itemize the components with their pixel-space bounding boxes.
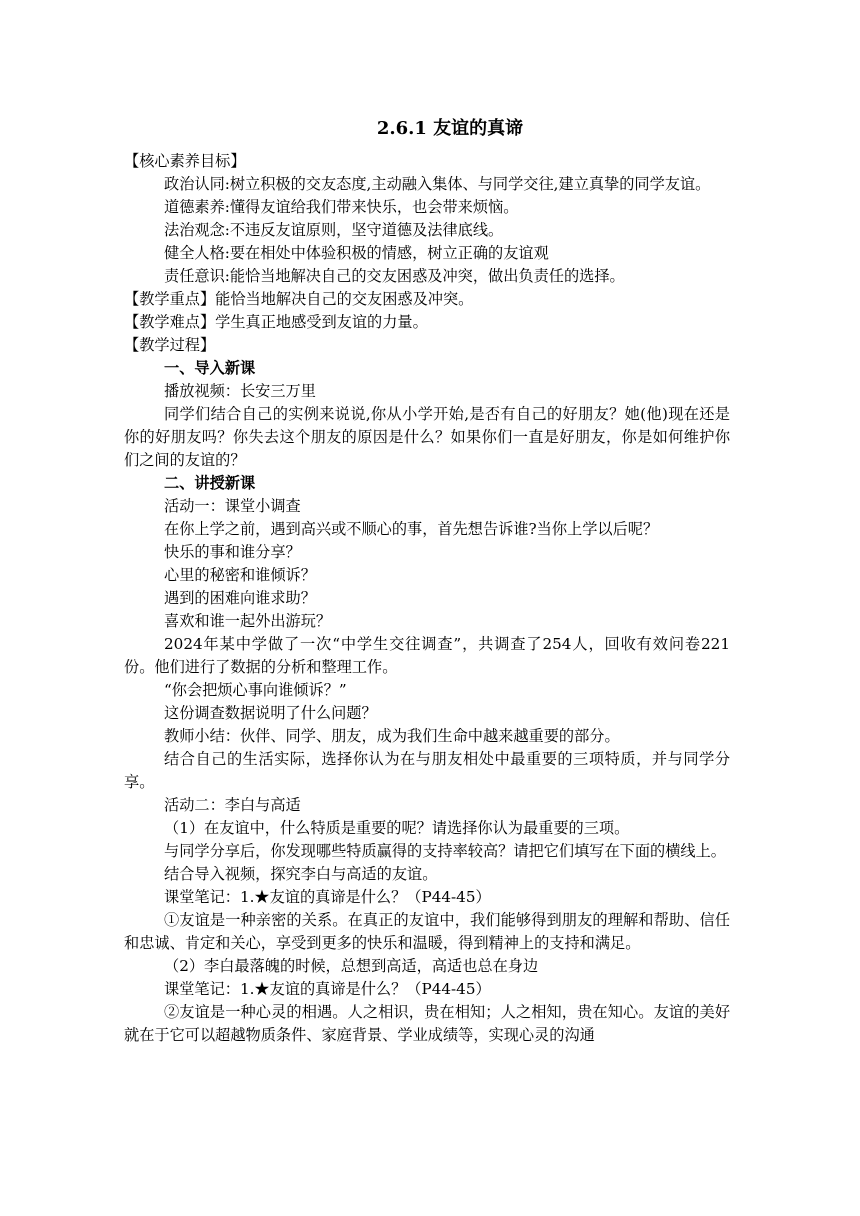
paragraph: 结合自己的生活实际，选择你认为在与朋友相处中最重要的三项特质，并与同学分享。	[124, 750, 730, 791]
section-heading: 一、导入新课	[164, 359, 256, 377]
paragraph: 【教学过程】	[124, 336, 216, 354]
paragraph: 播放视频：长安三万里	[164, 382, 316, 400]
paragraph: 健全人格:要在相处中体验积极的情感，树立正确的友谊观	[164, 244, 549, 262]
paragraph: 结合导入视频，探究李白与高适的友谊。	[164, 865, 438, 883]
paragraph: 这份调查数据说明了什么问题？	[164, 704, 377, 722]
paragraph: 【教学难点】学生真正地感受到友谊的力量。	[124, 313, 428, 331]
paragraph: 喜欢和谁一起外出游玩？	[164, 612, 332, 630]
paragraph: 在你上学之前，遇到高兴或不顺心的事，首先想告诉谁?当你上学以后呢？	[164, 520, 659, 538]
section-heading: 二、讲授新课	[164, 474, 256, 492]
paragraph: 课堂笔记：1.★友谊的真谛是什么？（P44-45）	[164, 888, 491, 906]
paragraph: 【教学重点】能恰当地解决自己的交友困惑及冲突。	[124, 290, 474, 308]
paragraph: 2024年某中学做了一次“中学生交往调查”，共调查了254人，回收有效问卷221份。他们进行了数据的分析和整理工作。	[124, 635, 730, 676]
paragraph: “你会把烦心事向谁倾诉？”	[164, 681, 347, 699]
document-body	[124, 150, 730, 1047]
paragraph: ①友谊是一种亲密的关系。在真正的友谊中，我们能够得到朋友的理解和帮助、信任和忠诚、肯定和关心，享受到更多的快乐和温暖，得到精神上的支持和满足。	[124, 911, 730, 952]
paragraph: 活动一：课堂小调查	[164, 497, 301, 515]
page-title: 2.6.1 友谊的真谛	[376, 118, 524, 139]
paragraph: 【核心素养目标】	[124, 152, 246, 170]
paragraph: 政治认同:树立积极的交友态度,主动融入集体、与同学交往,建立真挚的同学友谊。	[164, 175, 711, 193]
paragraph: 道德素养:懂得友谊给我们带来快乐，也会带来烦恼。	[164, 198, 519, 216]
paragraph: ②友谊是一种心灵的相遇。人之相识，贵在相知；人之相知，贵在知心。友谊的美好就在于它可以超越物质条件、家庭背景、学业成绩等，实现心灵的沟通	[124, 1003, 730, 1044]
paragraph: 课堂笔记：1.★友谊的真谛是什么？（P44-45）	[164, 980, 491, 998]
paragraph: 活动二：李白与高适	[164, 796, 301, 814]
paragraph: （1）在友谊中，什么特质是重要的呢？请选择你认为最重要的三项。	[164, 819, 630, 837]
paragraph: 与同学分享后，你发现哪些特质赢得的支持率较高？请把它们填写在下面的横线上。	[164, 842, 726, 860]
paragraph: 责任意识:能恰当地解决自己的交友困惑及冲突，做出负责任的选择。	[164, 267, 625, 285]
paragraph: 快乐的事和谁分享？	[164, 543, 301, 561]
paragraph: 遇到的困难向谁求助？	[164, 589, 316, 607]
paragraph: 心里的秘密和谁倾诉？	[164, 566, 316, 584]
paragraph: 教师小结：伙伴、同学、朋友，成为我们生命中越来越重要的部分。	[164, 727, 620, 745]
paragraph: 同学们结合自己的实例来说说,你从小学开始,是否有自己的好朋友？她(他)现在还是你的好朋友吗？你失去这个朋友的原因是什么？如果你们一直是好朋友，你是如何维护你们之间的友谊的？	[124, 405, 730, 469]
paragraph: 法治观念:不违反友谊原则，坚守道德及法律底线。	[164, 221, 504, 239]
paragraph: （2）李白最落魄的时候，总想到高适，高适也总在身边	[164, 957, 539, 975]
